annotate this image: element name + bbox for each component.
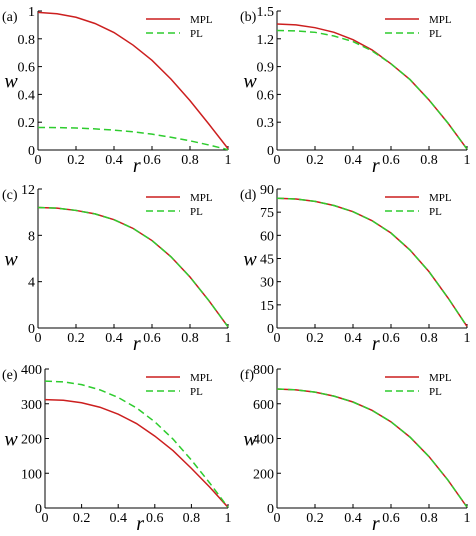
y-tick-label: 45 [260,252,274,268]
series-line-pl [38,208,228,327]
y-tick-label: 300 [21,397,42,413]
y-axis-label: w [243,248,257,271]
y-tick-label: 1.2 [256,32,274,48]
x-axis-label: r [371,155,380,177]
x-tick-label: 0.6 [382,331,400,346]
y-tick-label: 15 [260,298,274,314]
y-tick-label: 0 [267,144,274,159]
y-tick-label: 800 [253,363,274,378]
y-tick-label: 0.3 [256,116,274,132]
y-tick-label: 200 [21,432,42,448]
legend-label-mpl: MPL [429,372,452,384]
x-tick-label: 0.8 [420,153,438,168]
x-tick-label: 1 [463,153,471,168]
legend-label-pl: PL [190,28,203,40]
series-line-mpl [38,208,228,327]
y-tick-label: 0.9 [256,60,274,76]
y-tick-label: 0.4 [17,88,35,104]
y-axis-label: w [243,428,257,451]
x-tick-label: 0.6 [382,511,400,526]
x-tick-label: 0.2 [72,511,91,526]
panel-c [2,183,232,355]
x-tick-label: 1 [224,511,232,526]
legend-label-pl: PL [190,206,203,218]
y-tick-label: 30 [260,275,274,291]
x-tick-label: 0 [273,331,281,346]
legend-label-mpl: MPL [429,192,452,204]
x-tick-label: 0.4 [344,331,362,346]
x-tick-label: 0.2 [67,153,85,168]
y-tick-label: 0.8 [17,32,35,48]
series-line-pl [277,30,467,149]
y-tick-label: 12 [21,183,35,198]
x-tick-label: 0.4 [105,153,123,168]
x-tick-label: 0.2 [67,331,85,346]
y-tick-label: 0 [35,502,42,517]
y-tick-label: 400 [253,432,274,448]
x-tick-label: 0 [34,153,42,168]
panel-label: (e) [2,368,18,383]
x-tick-label: 0 [41,511,49,526]
x-axis-label: r [132,333,141,355]
x-tick-label: 0.6 [143,153,161,168]
y-tick-label: 90 [260,183,274,198]
panel-label: (a) [2,10,18,25]
panel-a [2,5,232,177]
y-tick-label: 8 [28,229,35,245]
y-axis-label: w [4,428,18,451]
y-tick-label: 1.5 [256,5,274,20]
panel-label: (f) [240,368,254,383]
legend-label-pl: PL [429,206,442,218]
panel-label: (c) [2,188,18,203]
y-tick-label: 0.6 [17,60,35,76]
y-tick-label: 0 [267,502,274,517]
x-axis-label: r [136,513,145,535]
x-axis-label: r [371,333,380,355]
series-line-mpl [277,24,467,149]
x-tick-label: 0 [34,331,42,346]
series-line-mpl [277,389,467,507]
panel-label: (d) [240,188,257,203]
y-tick-label: 75 [260,206,274,222]
x-tick-label: 0.8 [181,331,199,346]
series-line-pl [277,389,467,507]
y-tick-label: 0.6 [256,88,274,104]
legend-label-mpl: MPL [429,14,452,26]
x-tick-label: 1 [224,153,232,168]
y-tick-label: 600 [253,397,274,413]
legend-label-pl: PL [429,386,442,398]
x-tick-label: 0 [273,511,281,526]
x-tick-label: 0.2 [306,153,324,168]
y-tick-label: 0 [28,144,35,159]
x-tick-label: 1 [463,331,471,346]
y-axis-label: w [243,70,257,93]
series-line-pl [45,381,228,507]
y-axis-label: w [4,70,18,93]
x-tick-label: 0.8 [420,511,438,526]
y-axis-label: w [4,248,18,271]
x-tick-label: 0.6 [146,511,164,526]
y-tick-label: 400 [21,363,42,378]
x-tick-label: 0.8 [182,511,201,526]
panel-label: (b) [240,10,257,25]
x-tick-label: 0.4 [109,511,127,526]
legend-label-mpl: MPL [190,14,213,26]
legend-label-pl: PL [429,28,442,40]
y-tick-label: 4 [28,275,35,291]
y-tick-label: 200 [253,467,274,483]
y-tick-label: 100 [21,467,42,483]
series-line-pl [38,127,228,149]
y-tick-label: 60 [260,229,274,245]
x-tick-label: 0.6 [143,331,161,346]
x-axis-label: r [132,155,141,177]
x-tick-label: 0.6 [382,153,400,168]
panel-f [240,363,471,535]
x-axis-label: r [371,513,380,535]
x-tick-label: 0.2 [306,331,324,346]
y-tick-label: 1 [28,5,35,20]
x-tick-label: 0 [273,153,281,168]
panel-d [240,183,471,355]
x-tick-label: 1 [463,511,471,526]
x-tick-label: 0.4 [344,153,362,168]
legend-label-mpl: MPL [190,372,213,384]
y-tick-label: 0.2 [17,116,35,132]
x-tick-label: 0.4 [344,511,362,526]
panel-e [2,363,232,535]
x-tick-label: 1 [224,331,232,346]
panel-b [240,5,471,177]
series-line-mpl [45,400,228,508]
y-tick-label: 0 [267,322,274,337]
legend-label-mpl: MPL [190,192,213,204]
x-tick-label: 0.8 [420,331,438,346]
x-tick-label: 0.8 [181,153,199,168]
legend-label-pl: PL [190,386,203,398]
x-tick-label: 0.2 [306,511,324,526]
y-tick-label: 0 [28,322,35,337]
x-tick-label: 0.4 [105,331,123,346]
